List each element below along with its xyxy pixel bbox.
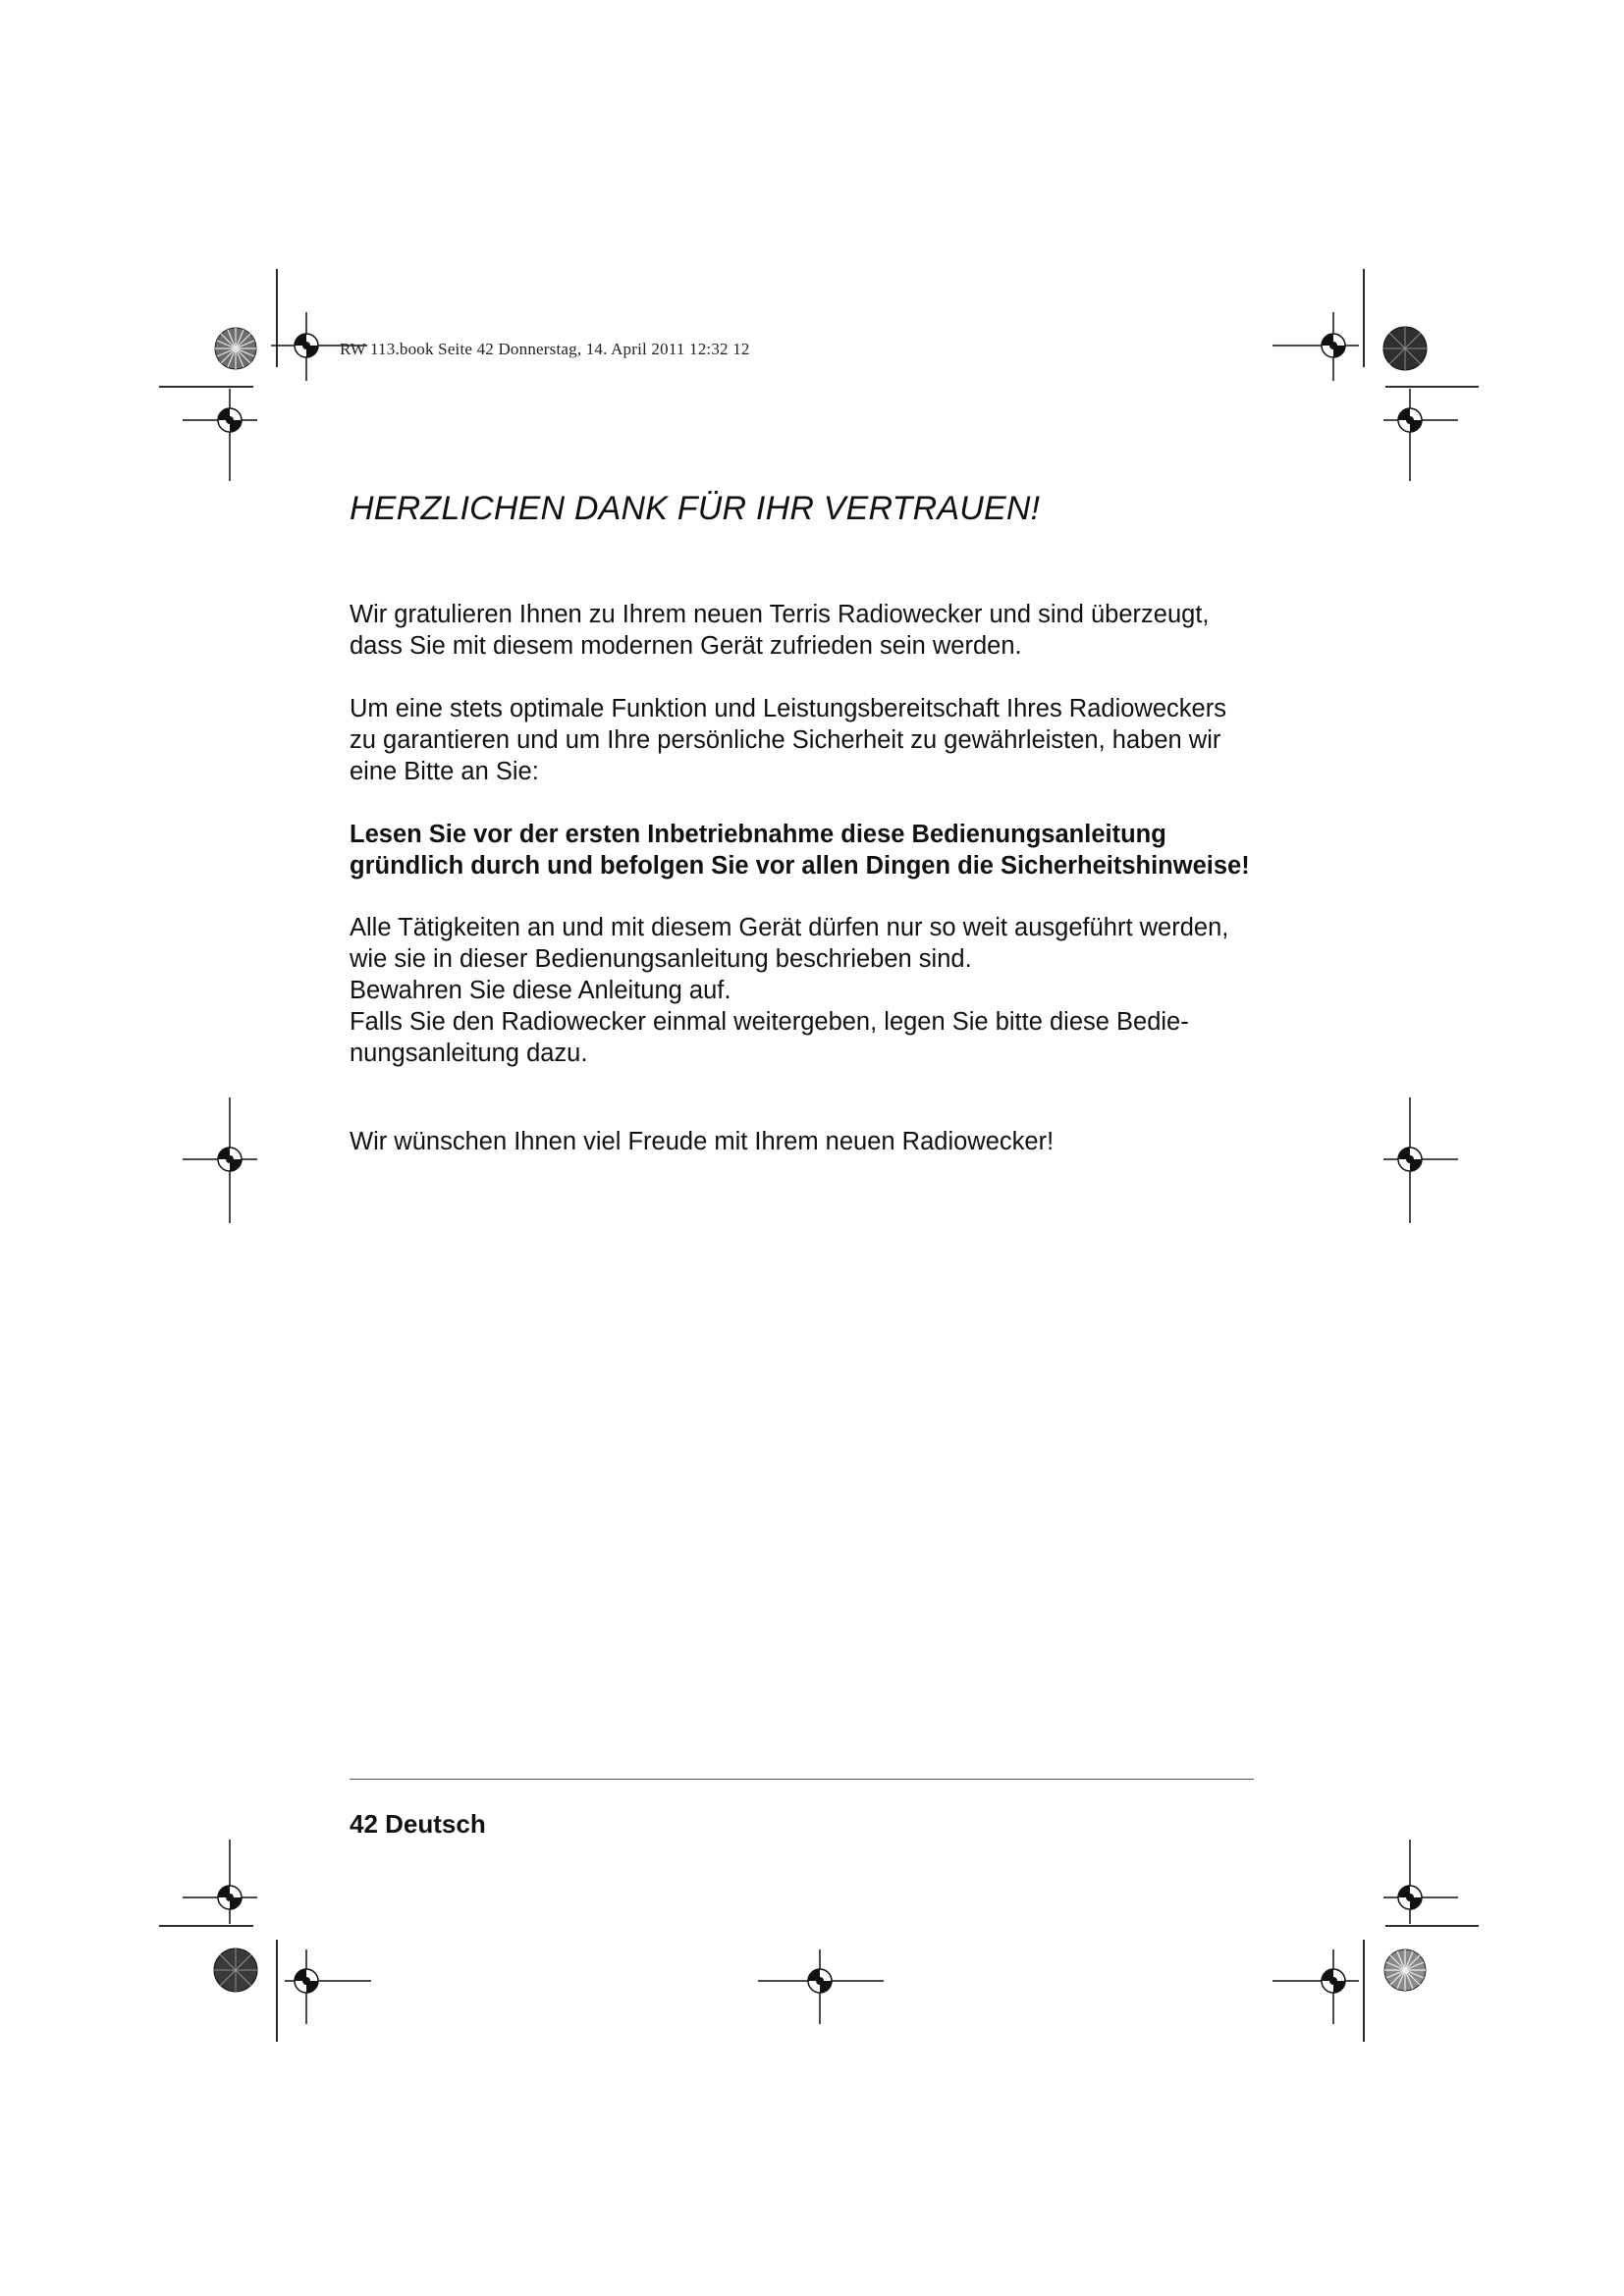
text-line: Falls Sie den Radiowecker einmal weitergeben, legen Sie bitte diese Bedie- <box>350 1008 1189 1036</box>
color-wheel-icon <box>1384 1949 1426 1991</box>
text-line: Alle Tätigkeiten an und mit diesem Gerät dürfen nur so weit ausgeführt werden, <box>350 914 1229 941</box>
text-line: eine Bitte an Sie: <box>350 758 539 785</box>
registration-mark-icon <box>183 389 257 481</box>
text-line: gründlich durch und befolgen Sie vor allen Dingen die Sicherheitshinweise! <box>350 852 1250 880</box>
closing-paragraph <box>350 1126 1272 1157</box>
registration-mark-icon <box>1272 312 1359 381</box>
text-line: zu garantieren und um Ihre persönliche Sicherheit zu gewährleisten, haben wir <box>350 726 1221 754</box>
request-paragraph <box>350 693 1272 787</box>
intro-paragraph <box>350 599 1272 662</box>
color-wheel-icon <box>215 328 256 369</box>
text-line: Um eine stets optimale Funktion und Leistungsbereitschaft Ihres Radioweckers <box>350 695 1226 722</box>
registration-mark-icon <box>285 1949 371 2024</box>
text-line: Wir gratulieren Ihnen zu Ihrem neuen Terris Radiowecker und sind überzeugt, <box>350 601 1210 628</box>
registration-mark-icon <box>183 1097 257 1223</box>
page-number-label: 42 Deutsch <box>350 1809 486 1839</box>
print-slug-line: RW 113.book Seite 42 Donnerstag, 14. April 2011 12:32 12 <box>340 340 750 358</box>
registration-mark-icon <box>1383 1097 1458 1223</box>
text-line: wie sie in dieser Bedienungsanleitung beschrieben sind. <box>350 945 972 973</box>
text-line: dass Sie mit diesem modernen Gerät zufrieden sein werden. <box>350 632 1022 660</box>
instructions-paragraph <box>350 912 1272 1069</box>
registration-mark-icon <box>183 1840 257 1924</box>
color-wheel-icon <box>214 1949 257 1992</box>
registration-mark-icon <box>758 1949 884 2024</box>
text-line: Bewahren Sie diese Anleitung auf. <box>350 977 731 1004</box>
registration-mark-icon <box>1383 1840 1458 1924</box>
text-line: Wir wünschen Ihnen viel Freude mit Ihrem neuen Radiowecker! <box>350 1128 1055 1155</box>
text-line: nungsanleitung dazu. <box>350 1040 588 1067</box>
safety-warning-paragraph <box>350 819 1272 881</box>
registration-mark-icon <box>1272 1949 1359 2024</box>
text-line: Lesen Sie vor der ersten Inbetriebnahme diese Bedienungsanleitung <box>350 821 1166 848</box>
footer-divider <box>350 1779 1254 1780</box>
registration-mark-icon <box>1383 389 1458 481</box>
page-title: HERZLICHEN DANK FÜR IHR VERTRAUEN! <box>350 490 1041 527</box>
color-wheel-icon <box>1383 327 1427 370</box>
